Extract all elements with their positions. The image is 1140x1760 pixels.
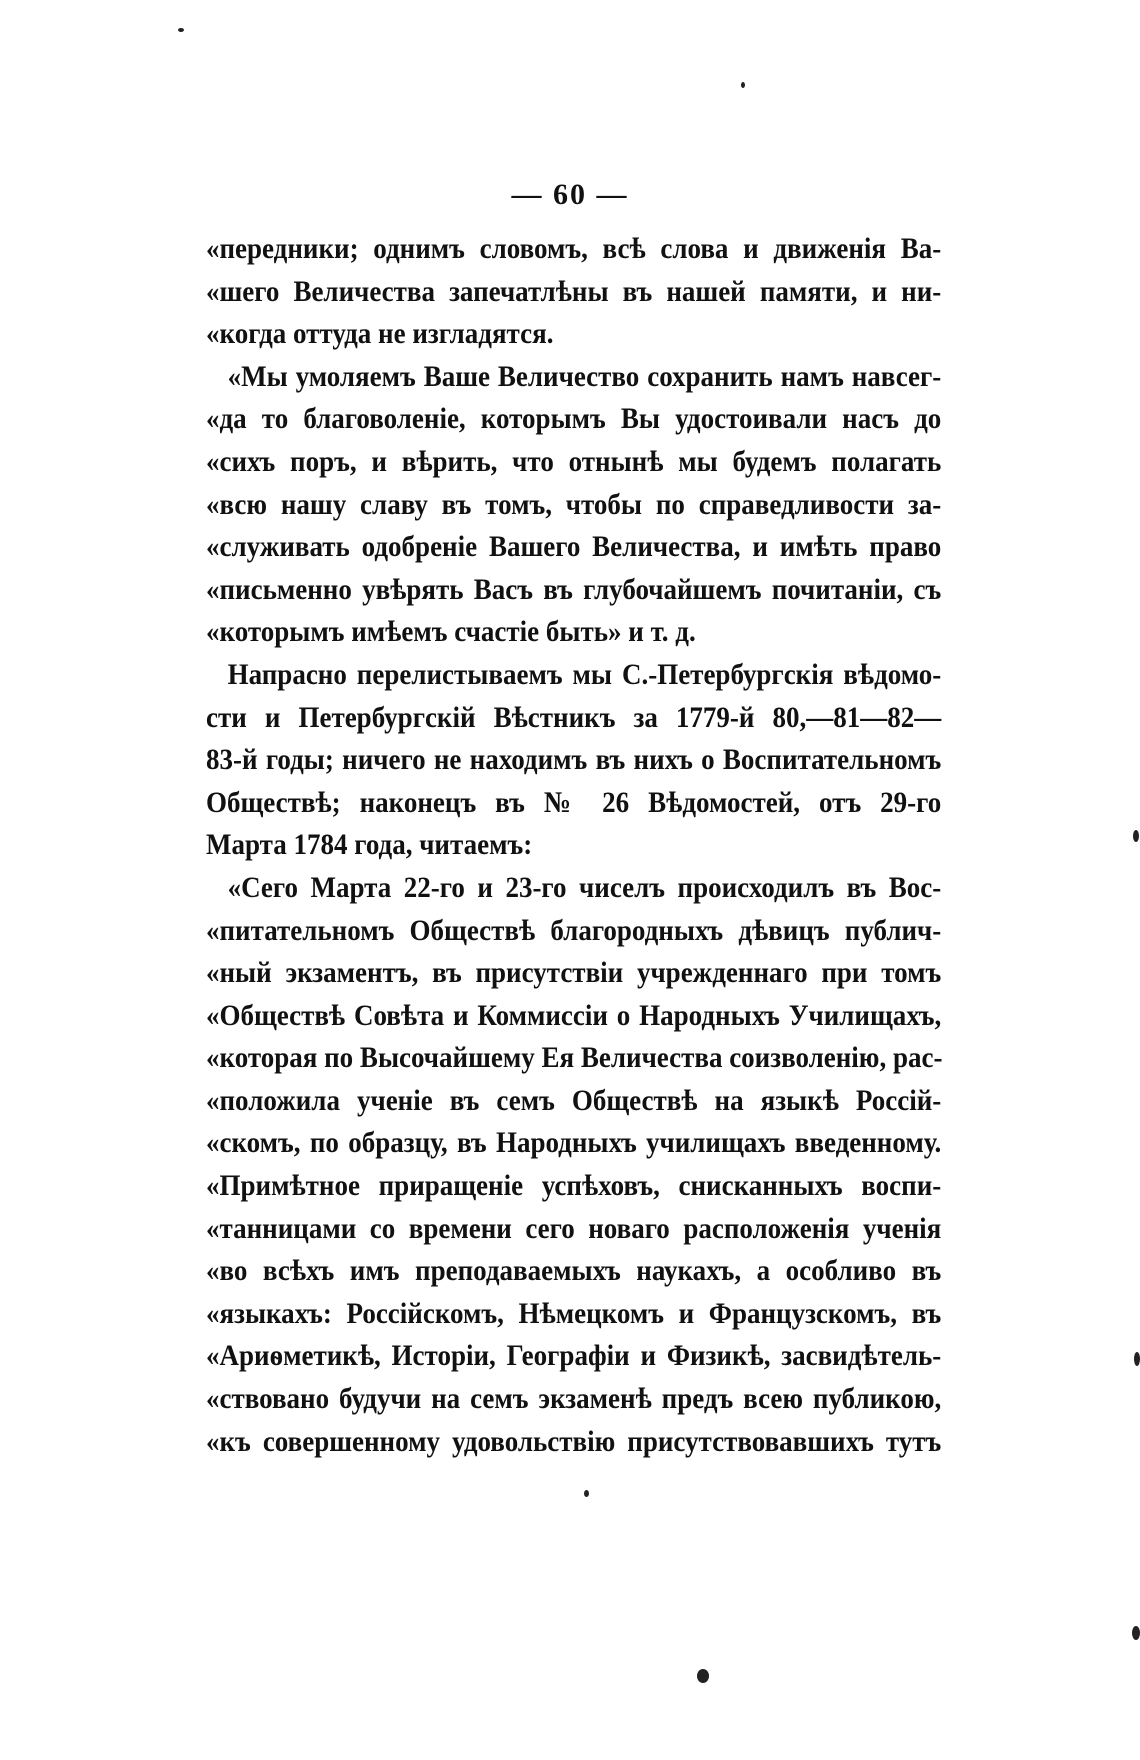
body-text: [206, 228, 942, 1463]
text-line: «шего Величества запечатлѣны въ нашей памяти, и ни-: [206, 274, 942, 308]
text-line: «положила ученіе въ семъ Обществѣ на языкѣ Россій-: [206, 1083, 942, 1117]
text-line: «служивать одобреніе Вашего Величества, и имѣть право: [206, 530, 942, 564]
scan-speck: [741, 82, 745, 88]
text-line: «которымъ имѣемъ счастіе быть» и т. д.: [206, 615, 696, 649]
text-line: «сихъ поръ, и вѣрить, что отнынѣ мы будемъ полагать: [206, 444, 942, 478]
text-line: «Сего Марта 22-го и 23-го чиселъ происходилъ въ Вос-: [227, 870, 942, 904]
scan-speck: [178, 28, 184, 32]
text-line: «ный экзаментъ, въ присутствіи учрежденнаго при томъ: [206, 956, 942, 990]
text-line: 83-й годы; ничего не находимъ въ нихъ о Воспитательномъ: [206, 743, 942, 777]
text-line: «ствовано будучи на семъ экзаменѣ предъ всею публикою,: [206, 1382, 942, 1416]
text-line: «во всѣхъ имъ преподаваемыхъ наукахъ, а особливо въ: [206, 1254, 942, 1288]
scan-speck: [1132, 1626, 1140, 1640]
text-line: «къ совершенному удовольствію присутствовавшихъ тутъ: [206, 1424, 942, 1458]
text-line: «которая по Высочайшему Ея Величества соизволенію, рас-: [206, 1041, 943, 1075]
text-line: Обществѣ; наконецъ въ № 26 Вѣдомостей, отъ 29-го: [206, 785, 942, 819]
text-line: Марта 1784 года, читаемъ:: [206, 828, 533, 862]
text-line: сти и Петербургскій Вѣстникъ за 1779-й 80,—81—82—: [206, 700, 942, 734]
text-line: «Ариѳметикѣ, Исторіи, Географіи и Физикѣ, засвидѣтель-: [206, 1339, 942, 1373]
scan-speck: [584, 1490, 589, 1497]
text-line: «питательномъ Обществѣ благородныхъ дѣвицъ публич-: [206, 913, 942, 947]
text-line: «да то благоволеніе, которымъ Вы удостоивали насъ до: [206, 402, 942, 436]
text-line: «когда оттуда не изгладятся.: [206, 317, 554, 351]
scan-speck: [1133, 830, 1139, 842]
text-line: «языкахъ: Россійскомъ, Нѣмецкомъ и Французскомъ, въ: [206, 1296, 942, 1330]
text-line: «письменно увѣрять Васъ въ глубочайшемъ почитаніи, съ: [206, 572, 942, 606]
scan-speck: [697, 1669, 709, 1683]
page-number: — 60 —: [511, 178, 629, 211]
text-line: «Обществѣ Совѣта и Коммиссіи о Народныхъ Училищахъ,: [206, 998, 942, 1032]
text-line: «передники; однимъ словомъ, всѣ слова и движенія Ва-: [206, 232, 942, 265]
text-line: «Мы умоляемъ Ваше Величество сохранить намъ навсег-: [227, 359, 942, 393]
text-line: «Примѣтное приращеніе успѣховъ, снисканныхъ воспи-: [206, 1169, 942, 1203]
text-line: «скомъ, по образцу, въ Народныхъ училищахъ введенному.: [206, 1126, 942, 1160]
scan-speck: [1134, 1352, 1140, 1366]
text-line: Напрасно перелистываемъ мы С.-Петербургскія вѣдомо-: [227, 657, 942, 691]
text-line: «всю нашу славу въ томъ, чтобы по справедливости за-: [206, 487, 942, 521]
text-line: «танницами со времени сего новаго расположенія ученія: [206, 1211, 942, 1245]
